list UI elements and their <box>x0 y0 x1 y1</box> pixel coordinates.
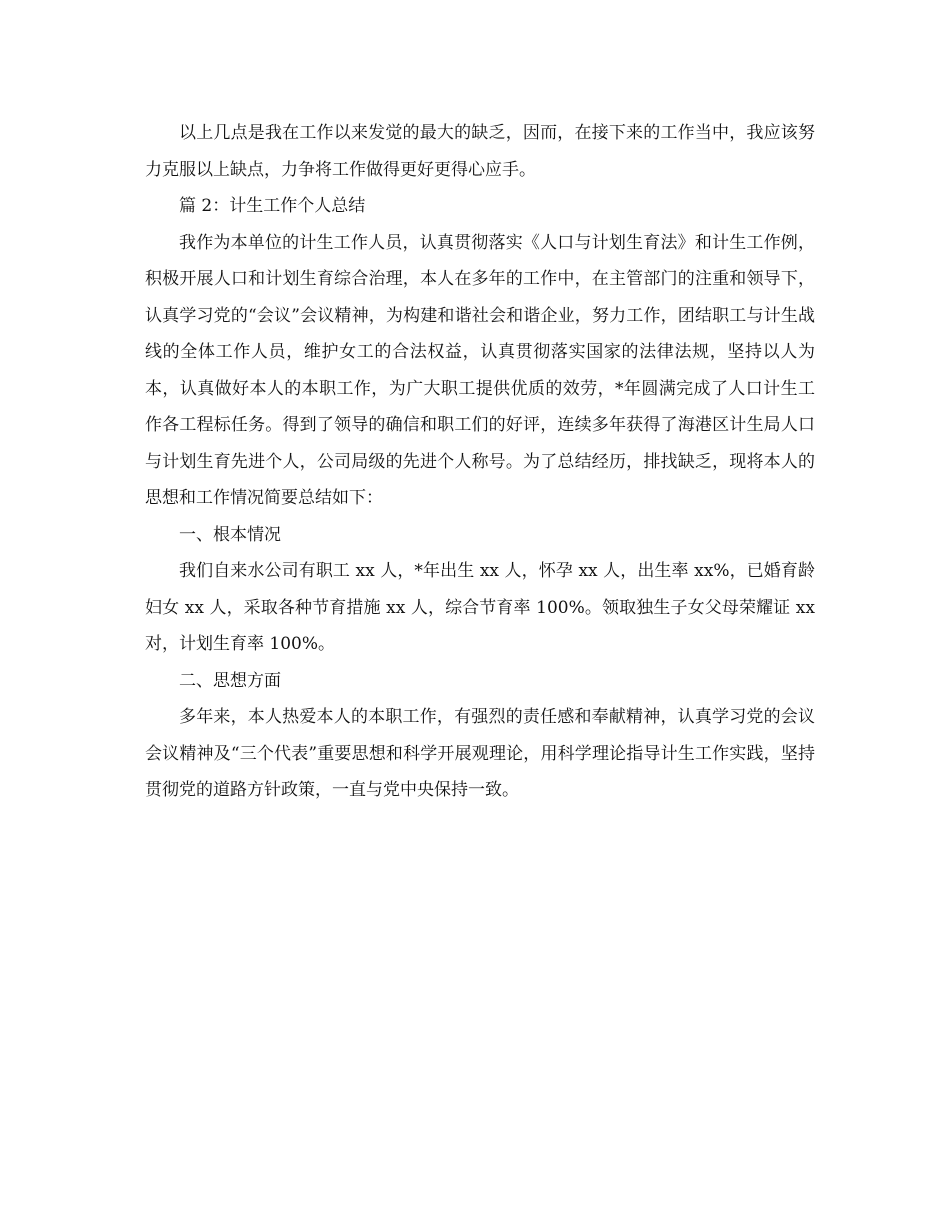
paragraph-ideology: 多年来，本人热爱本人的本职工作，有强烈的责任感和奉献精神，认真学习党的会议会议精神及“三个代表”重要思想和科学开展观理论，用科学理论指导计生工作实践，坚持贯彻党的道路方针政策，一直与党中央保持一致。 <box>145 707 815 800</box>
document-body <box>145 115 815 809</box>
paragraph-conclusion: 以上几点是我在工作以来发觉的最大的缺乏，因而，在接下来的工作当中，我应该努力克服以上缺点，力争将工作做得更好更得心应手。 <box>145 123 815 180</box>
heading-basic-situation: 一、根本情况 <box>179 524 281 545</box>
paragraph-basic-situation: 我们自来水公司有职工 xx 人，*年出生 xx 人，怀孕 xx 人，出生率 xx%，已婚育龄妇女 xx 人，采取各种节育措施 xx 人，综合节育率 100%。领取独生子女父母荣耀证 xx 对，计划生育率 100%。 <box>145 561 815 654</box>
section-title-article-2: 篇 2：计生工作个人总结 <box>179 196 366 216</box>
paragraph-introduction: 我作为本单位的计生工作人员，认真贯彻落实《人口与计划生育法》和计生工作例，积极开展人口和计划生育综合治理，本人在多年的工作中，在主管部门的注重和领导下，认真学习党的“会议”会议精神，为构建和谐社会和谐企业，努力工作，团结职工与计生战线的全体工作人员，维护女工的合法权益，认真贯彻落实国家的法律法规，坚持以人为本，认真做好本人的本职工作，为广大职工提供优质的效劳，*年圆满完成了人口计生工作各工程标任务。得到了领导的确信和职工们的好评，连续多年获得了海港区计生局人口与计划生育先进个人，公司局级的先进个人称号。为了总结经历，排找缺乏，现将本人的思想和工作情况简要总结如下： <box>145 232 815 508</box>
heading-ideology: 二、思想方面 <box>179 670 281 691</box>
